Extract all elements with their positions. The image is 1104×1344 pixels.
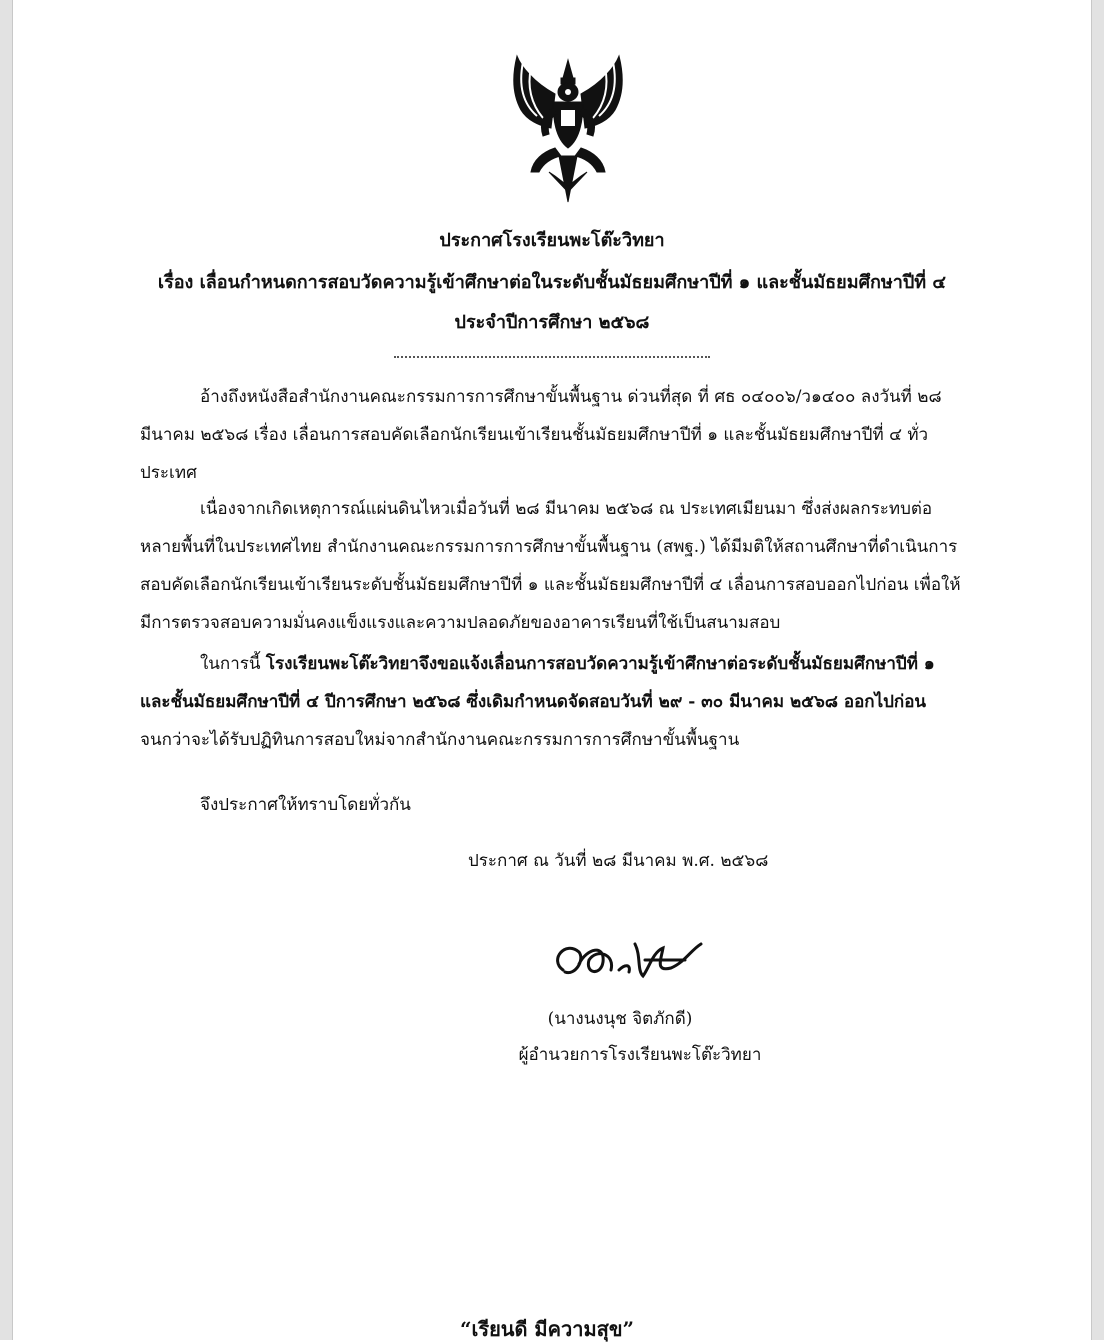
announcement-date: ประกาศ ณ วันที่ ๒๘ มีนาคม พ.ศ. ๒๕๖๘ [468,851,769,871]
page-frame-right [1091,0,1104,1340]
paragraph-reference [140,378,970,492]
garuda-emblem-icon [503,52,633,212]
document-year-line: ประจำปีการศึกษา ๒๕๖๘ [454,312,650,333]
dotted-divider [394,356,710,358]
document-subject: เรื่อง เลื่อนกำหนดการสอบวัดความรู้เข้าศึกษาต่อในระดับชั้นมัธยมศึกษาปีที่ ๑ และชั้นมัธยมศึกษาปีที่ ๔ [157,272,947,293]
paragraph-reason-text: เนื่องจากเกิดเหตุการณ์แผ่นดินไหวเมื่อวันที่ ๒๘ มีนาคม ๒๕๖๘ ณ ประเทศเมียนมา ซึ่งส่งผลกระทบต่อหลายพื้นที่ในประเทศไทย สำนักงานคณะกรรมการการศึกษาขั้นพื้นฐาน (สพฐ.) ได้มีมติให้สถานศึกษาที่ดำเนินการสอบคัดเลือกนักเรียนเข้าเรียนระดับชั้นมัธยมศึกษาปีที่ ๑ และชั้นมัธยมศึกษาปีที่ ๔ เลื่อนการสอบออกไปก่อน เพื่อให้มีการตรวจสอบความมั่นคงแข็งแรงและความปลอดภัยของอาคารเรียนที่ใช้เป็นสนามสอบ [140,499,961,633]
signature-icon [545,930,725,994]
paragraph-reason [140,490,970,642]
paragraph-closing [140,786,970,824]
paragraph-announcement-rest: จนกว่าจะได้รับปฏิทินการสอบใหม่จากสำนักงานคณะกรรมการการศึกษาขั้นพื้นฐาน [140,730,740,750]
paragraph-announcement-intro: ในการนี้ [200,654,261,674]
paragraph-announcement [140,645,970,759]
paragraph-reference-text: อ้างถึงหนังสือสำนักงานคณะกรรมการการศึกษาขั้นพื้นฐาน ด่วนที่สุด ที่ ศธ ๐๔๐๐๖/ว๑๔๐๐ ลงวันที่ ๒๘ มีนาคม ๒๕๖๘ เรื่อง เลื่อนการสอบคัดเลือกนักเรียนเข้าเรียนชั้นมัธยมศึกษาปีที่ ๑ และชั้นมัธยมศึกษาปีที่ ๔ ทั่วประเทศ [140,387,942,483]
school-motto: “เรียนดี มีความสุข” [460,1317,635,1341]
signer-name: (นางนงนุช จิตภักดี) [547,1009,693,1029]
paragraph-closing-text: จึงประกาศให้ทราบโดยทั่วกัน [200,795,411,815]
paragraph-announcement-bold: โรงเรียนพะโต๊ะวิทยาจึงขอแจ้งเลื่อนการสอบวัดความรู้เข้าศึกษาต่อระดับชั้นมัธยมศึกษาปีที่ ๑ และชั้นมัธยมศึกษาปีที่ ๔ ปีการศึกษา ๒๕๖๘ ซึ่งเดิมกำหนดจัดสอบวันที่ ๒๙ - ๓๐ มีนาคม ๒๕๖๘ ออกไปก่อน [140,654,935,712]
page-frame-left [0,0,13,1340]
document-title: ประกาศโรงเรียนพะโต๊ะวิทยา [439,230,665,251]
signer-title: ผู้อำนวยการโรงเรียนพะโต๊ะวิทยา [518,1045,762,1065]
